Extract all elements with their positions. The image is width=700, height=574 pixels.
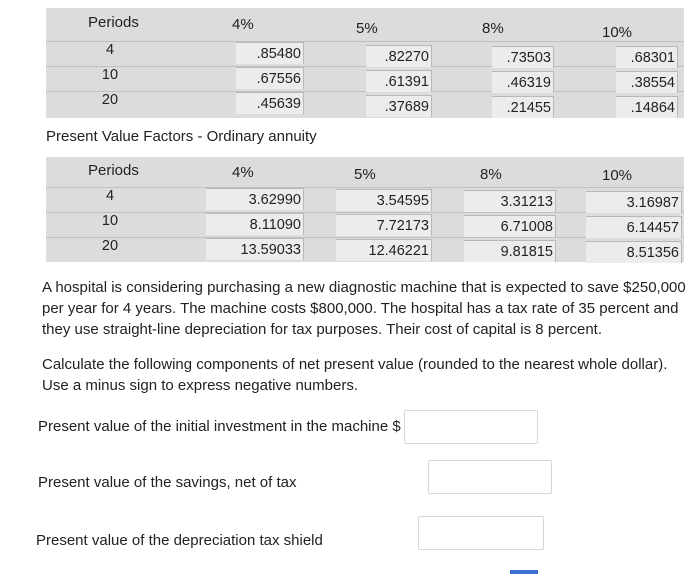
factor-cell: .21455: [492, 96, 554, 118]
factor-cell: 3.62990: [206, 188, 304, 210]
instructions: Calculate the following components of net present value (rounded to the nearest whole dollar). Use a minus sign to express negative numbers.: [42, 356, 668, 394]
factor-cell: .68301: [616, 46, 678, 68]
header-8pct: 8%: [480, 166, 502, 183]
initial-investment-label: Present value of the initial investment in the machine $: [38, 418, 401, 435]
period-cell: 20: [101, 92, 119, 108]
factor-cell: 7.72173: [336, 214, 432, 236]
savings-net-of-tax-field[interactable]: [429, 461, 555, 495]
factor-cell: .14864: [616, 96, 678, 118]
pv-factor-table: [46, 8, 684, 118]
factor-cell: 12.46221: [336, 239, 432, 261]
header-4pct: 4%: [232, 164, 254, 181]
factor-cell: 8.11090: [206, 213, 304, 235]
header-4pct: 4%: [232, 16, 254, 33]
factor-cell: 9.81815: [464, 240, 556, 262]
factor-cell: 3.16987: [586, 191, 682, 213]
factor-cell: 6.71008: [464, 215, 556, 237]
factor-cell: 3.54595: [336, 189, 432, 211]
factor-cell: .73503: [492, 46, 554, 68]
header-5pct: 5%: [354, 166, 376, 183]
savings-net-of-tax-label: Present value of the savings, net of tax: [38, 474, 297, 491]
problem-statement: A hospital is considering purchasing a new diagnostic machine that is expected to save $250,000 per year for 4 years. The machine costs $800,000. The hospital has a tax rate of 35 percent and they use straight-line depreciation for tax purposes. Their cost of capital is 8 percent.: [42, 279, 686, 338]
factor-cell: .67556: [236, 67, 304, 89]
annuity-table-caption: Present Value Factors - Ordinary annuity: [46, 128, 317, 145]
period-cell: 10: [101, 67, 119, 83]
depreciation-tax-shield-label: Present value of the depreciation tax shield: [36, 532, 323, 549]
factor-cell: .45639: [236, 92, 304, 114]
period-cell: 4: [105, 42, 115, 58]
depreciation-tax-shield-field[interactable]: [419, 517, 547, 551]
header-10pct: 10%: [602, 167, 633, 184]
factor-cell: 13.59033: [206, 238, 304, 260]
factor-cell: 8.51356: [586, 241, 682, 263]
initial-investment-input[interactable]: [404, 410, 538, 444]
header-5pct: 5%: [356, 20, 378, 37]
submit-button-edge[interactable]: [510, 570, 538, 574]
factor-cell: 6.14457: [586, 216, 682, 238]
factor-cell: .61391: [366, 70, 432, 92]
header-8pct: 8%: [482, 20, 504, 37]
period-cell: 20: [101, 238, 119, 254]
header-periods: Periods: [88, 14, 139, 31]
factor-cell: .38554: [616, 71, 678, 93]
factor-cell: .46319: [492, 71, 554, 93]
depreciation-tax-shield-input[interactable]: [418, 516, 544, 550]
header-periods: Periods: [88, 162, 139, 179]
period-cell: 4: [105, 188, 115, 204]
annuity-factor-table: [46, 157, 684, 262]
factor-cell: .82270: [366, 45, 432, 67]
factor-cell: .37689: [366, 95, 432, 117]
factor-cell: 3.31213: [464, 190, 556, 212]
period-cell: 10: [101, 213, 119, 229]
savings-net-of-tax-input[interactable]: [428, 460, 552, 494]
factor-cell: .85480: [236, 42, 304, 64]
initial-investment-field[interactable]: [405, 411, 541, 445]
header-10pct: 10%: [602, 24, 633, 41]
